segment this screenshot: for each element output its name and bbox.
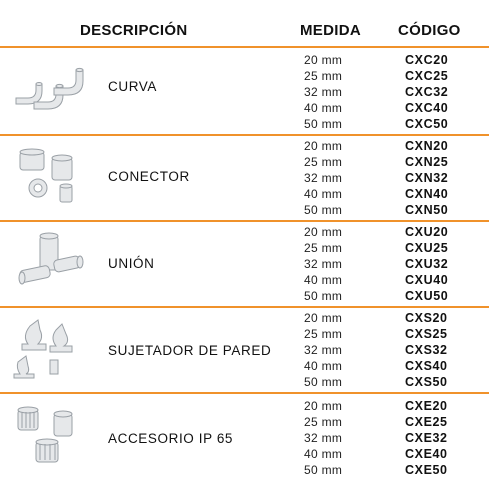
code-value: CXN25 <box>405 155 449 169</box>
code-value: CXE40 <box>405 447 448 461</box>
size-value: 50 mm <box>304 203 343 217</box>
size-value: 50 mm <box>304 289 343 303</box>
size-list <box>304 224 374 304</box>
size-value: 50 mm <box>304 463 343 477</box>
size-value: 50 mm <box>304 117 343 131</box>
code-value: CXC32 <box>405 85 449 99</box>
measure-heading: MEDIDA <box>300 22 361 39</box>
connector-fitting-icon <box>10 144 88 212</box>
code-list <box>405 52 475 132</box>
elbow-fitting-icon <box>10 58 88 126</box>
size-value: 20 mm <box>304 53 343 67</box>
code-value: CXS40 <box>405 359 448 373</box>
size-value: 32 mm <box>304 431 343 445</box>
code-list <box>405 138 475 218</box>
size-value: 40 mm <box>304 447 343 461</box>
size-value: 40 mm <box>304 101 343 115</box>
table-row <box>0 308 489 394</box>
table-row <box>0 394 489 480</box>
size-value: 40 mm <box>304 273 343 287</box>
size-value: 25 mm <box>304 415 343 429</box>
size-value: 25 mm <box>304 155 343 169</box>
code-value: CXE50 <box>405 463 448 477</box>
ip65-gland-icon <box>10 404 88 472</box>
code-list <box>405 310 475 390</box>
code-value: CXC50 <box>405 117 449 131</box>
size-value: 32 mm <box>304 257 343 271</box>
code-value: CXS50 <box>405 375 448 389</box>
product-name: SUJETADOR DE PARED <box>108 343 272 358</box>
code-value: CXE25 <box>405 415 448 429</box>
size-value: 20 mm <box>304 311 343 325</box>
table-row <box>0 222 489 308</box>
code-value: CXS20 <box>405 311 448 325</box>
table-row <box>0 48 489 134</box>
size-value: 25 mm <box>304 327 343 341</box>
size-value: 50 mm <box>304 375 343 389</box>
code-value: CXU20 <box>405 225 449 239</box>
size-list <box>304 138 374 218</box>
size-value: 25 mm <box>304 241 343 255</box>
description-heading: DESCRIPCIÓN <box>80 22 188 39</box>
code-value: CXC40 <box>405 101 449 115</box>
code-value: CXN20 <box>405 139 449 153</box>
coupling-fitting-icon <box>10 232 88 300</box>
code-value: CXU50 <box>405 289 449 303</box>
table-header <box>0 0 489 46</box>
size-value: 40 mm <box>304 187 343 201</box>
product-name: CURVA <box>108 79 158 94</box>
product-name: ACCESORIO IP 65 <box>108 431 234 446</box>
code-list <box>405 398 475 478</box>
table-row <box>0 136 489 222</box>
size-value: 32 mm <box>304 171 343 185</box>
code-value: CXC25 <box>405 69 449 83</box>
size-value: 20 mm <box>304 139 343 153</box>
code-value: CXE32 <box>405 431 448 445</box>
size-value: 25 mm <box>304 69 343 83</box>
code-value: CXU40 <box>405 273 449 287</box>
code-value: CXN40 <box>405 187 449 201</box>
size-value: 20 mm <box>304 225 343 239</box>
size-list <box>304 310 374 390</box>
code-value: CXE20 <box>405 399 448 413</box>
size-value: 32 mm <box>304 343 343 357</box>
size-list <box>304 398 374 478</box>
code-value: CXN50 <box>405 203 449 217</box>
code-value: CXU25 <box>405 241 449 255</box>
size-value: 40 mm <box>304 359 343 373</box>
code-value: CXS25 <box>405 327 448 341</box>
size-list <box>304 52 374 132</box>
code-value: CXS32 <box>405 343 448 357</box>
product-name: CONECTOR <box>108 169 190 184</box>
code-heading: CÓDIGO <box>398 22 461 39</box>
code-value: CXN32 <box>405 171 449 185</box>
product-name: UNIÓN <box>108 256 155 271</box>
code-value: CXC20 <box>405 53 449 67</box>
size-value: 20 mm <box>304 399 343 413</box>
wall-clip-icon <box>10 316 88 384</box>
code-list <box>405 224 475 304</box>
size-value: 32 mm <box>304 85 343 99</box>
code-value: CXU32 <box>405 257 449 271</box>
